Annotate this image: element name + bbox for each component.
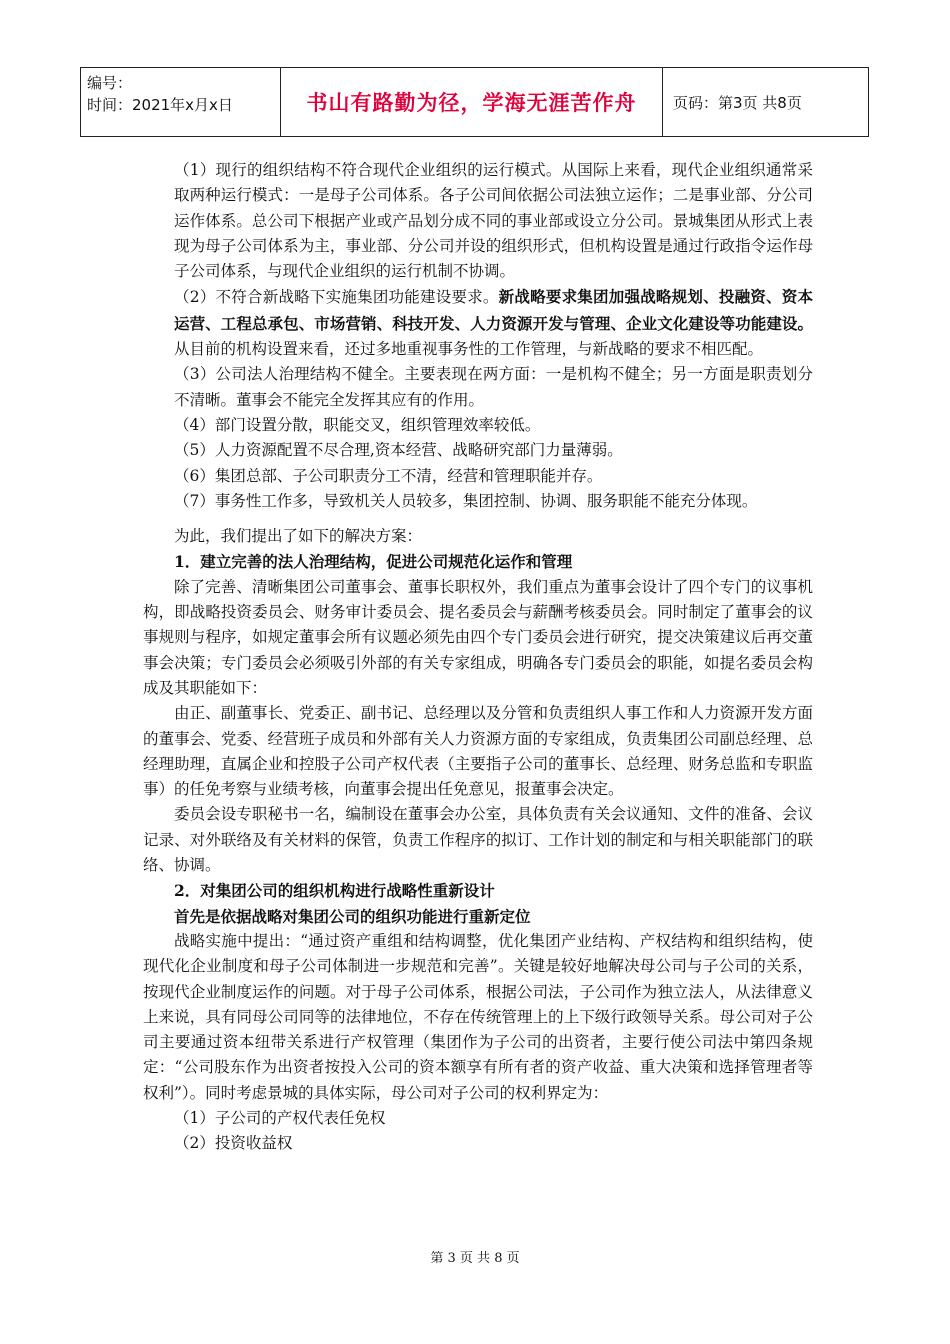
section-heading: 1．建立完善的法人治理结构，促进公司规范化运作和管理 — [174, 552, 573, 572]
paragraph: （7）事务性工作多，导致机关人员较多，集团控制、协调、服务职能不能充分体现。 — [174, 491, 758, 510]
sub-heading: 首先是依据战略对集团公司的组织功能进行重新定位 — [174, 906, 531, 926]
paragraph: 由正、副董事长、党委正、副书记、总经理以及分管和负责组织人事工作和人力资源开发方面的董事会、党委、经营班子成员和外部有关人力资源方面的专家组成，负责集团公司副总经理、总经理助理，直属企业和控股子公司产权代表（主要指子公司的董事长、总经理、财务总监和专职监事）的任免考察与业绩考核，向董事会提出任免意见，报董事会决定。 — [143, 704, 813, 799]
paragraph — [143, 284, 813, 362]
paragraph: 除了完善、清晰集团公司董事会、董事长职权外，我们重点为董事会设计了四个专门的议事机构，即战略投资委员会、财务审计委员会、提名委员会与薪酬考核委员会。同时制定了董事会的议事规则与程序，如规定董事会所有议题必须先由四个专门委员会进行研究，提交决策建议后再交董事会决策；专门委员会必须吸引外部的有关专家组成，明确各专门委员会的职能，如提名委员会构成及其职能如下： — [143, 577, 813, 697]
paragraph: （3）公司法人治理结构不健全。主要表现在两方面：一是机构不健全；另一方面是职责划分不清晰。董事会不能完全发挥其应有的作用。 — [174, 365, 813, 409]
paragraph: 为此，我们提出了如下的解决方案： — [174, 527, 423, 546]
paragraph: （6）集团总部、子公司职责分工不清，经营和管理职能并存。 — [174, 466, 603, 485]
page-footer: 第 3 页 共 8 页 — [430, 1251, 520, 1266]
section-heading: 2．对集团公司的组织机构进行战略性重新设计 — [174, 881, 495, 901]
header-page-info — [663, 68, 868, 136]
paragraph: （1）现行的组织结构不符合现代企业组织的运行模式。从国际上来看，现代企业组织通常采取两种运行模式：一是母子公司体系。各子公司间依据公司法独立运作；二是事业部、分公司运作体系。总公司下根据产业或产品划分成不同的事业部或设立分公司。景城集团从形式上表现为母子公司体系为主，事业部、分公司并设的组织形式，但机构设置是通过行政指令运作母子公司体系，与现代企业组织的运行机制不协调。 — [174, 161, 813, 281]
paragraph: 战略实施中提出：“通过资产重组和结构调整，优化集团产业结构、产权结构和组织结构，使现代化企业制度和母子公司体制进一步规范和完善”。关键是较好地解决母公司与子公司的关系，按现代企业制度运作的问题。对于母子公司体系，根据公司法，子公司作为独立法人，从法律意义上来说，具有同母公司同等的法律地位，不存在传统管理上的上下级行政领导关系。母公司对子公司主要通过资本纽带关系进行产权管理（集团作为子公司的出资者，主要行使公司法中第四条规定：“公司股东作为出资者按投入公司的资本额享有所有者的资产收益、重大决策和选择管理者等权利”）。同时考虑景城的具体实际，母公司对子公司的权利界定为： — [143, 931, 813, 1102]
paragraph-text: （2）不符合新战略下实施集团功能建设要求。 — [174, 288, 499, 307]
code-label: 编号： — [87, 74, 133, 92]
paragraph: （5）人力资源配置不尽合理,资本经营、战略研究部门力量薄弱。 — [174, 441, 623, 460]
paragraph: （2）投资收益权 — [174, 1134, 293, 1153]
header-meta — [81, 68, 281, 136]
paragraph: 委员会设专职秘书一名，编制设在董事会办公室，具体负责有关会议通知、文件的准备、会议记录、对外联络及有关材料的保管，负责工作程序的拟订、工作计划的制定和与相关职能部门的联络、协调。 — [143, 805, 813, 875]
time-label: 时间：2021年x月x日 — [87, 96, 233, 114]
bold-text: 新战略要求集团加强战略规划、投融资、资本运营、工程总承包、市场营销、科技开发、人力资源开发与管理、企业文化建设等功能建设。 — [174, 287, 813, 333]
paragraph: （1）子公司的产权代表任免权 — [174, 1108, 386, 1127]
paragraph-text: 从目前的机构设置来看，还过多地重视事务性的工作管理，与新战略的要求不相匹配。 — [174, 340, 764, 359]
page-header — [80, 67, 869, 137]
motto-text: 书山有路勤为径，学海无涯苦作舟 — [306, 91, 637, 115]
document-body — [143, 158, 813, 1157]
paragraph: （4）部门设置分散，职能交叉，组织管理效率较低。 — [174, 415, 541, 434]
page-info-text: 页码：第3页 共8页 — [673, 93, 802, 112]
spacer — [143, 514, 813, 524]
header-motto-cell — [281, 68, 663, 136]
